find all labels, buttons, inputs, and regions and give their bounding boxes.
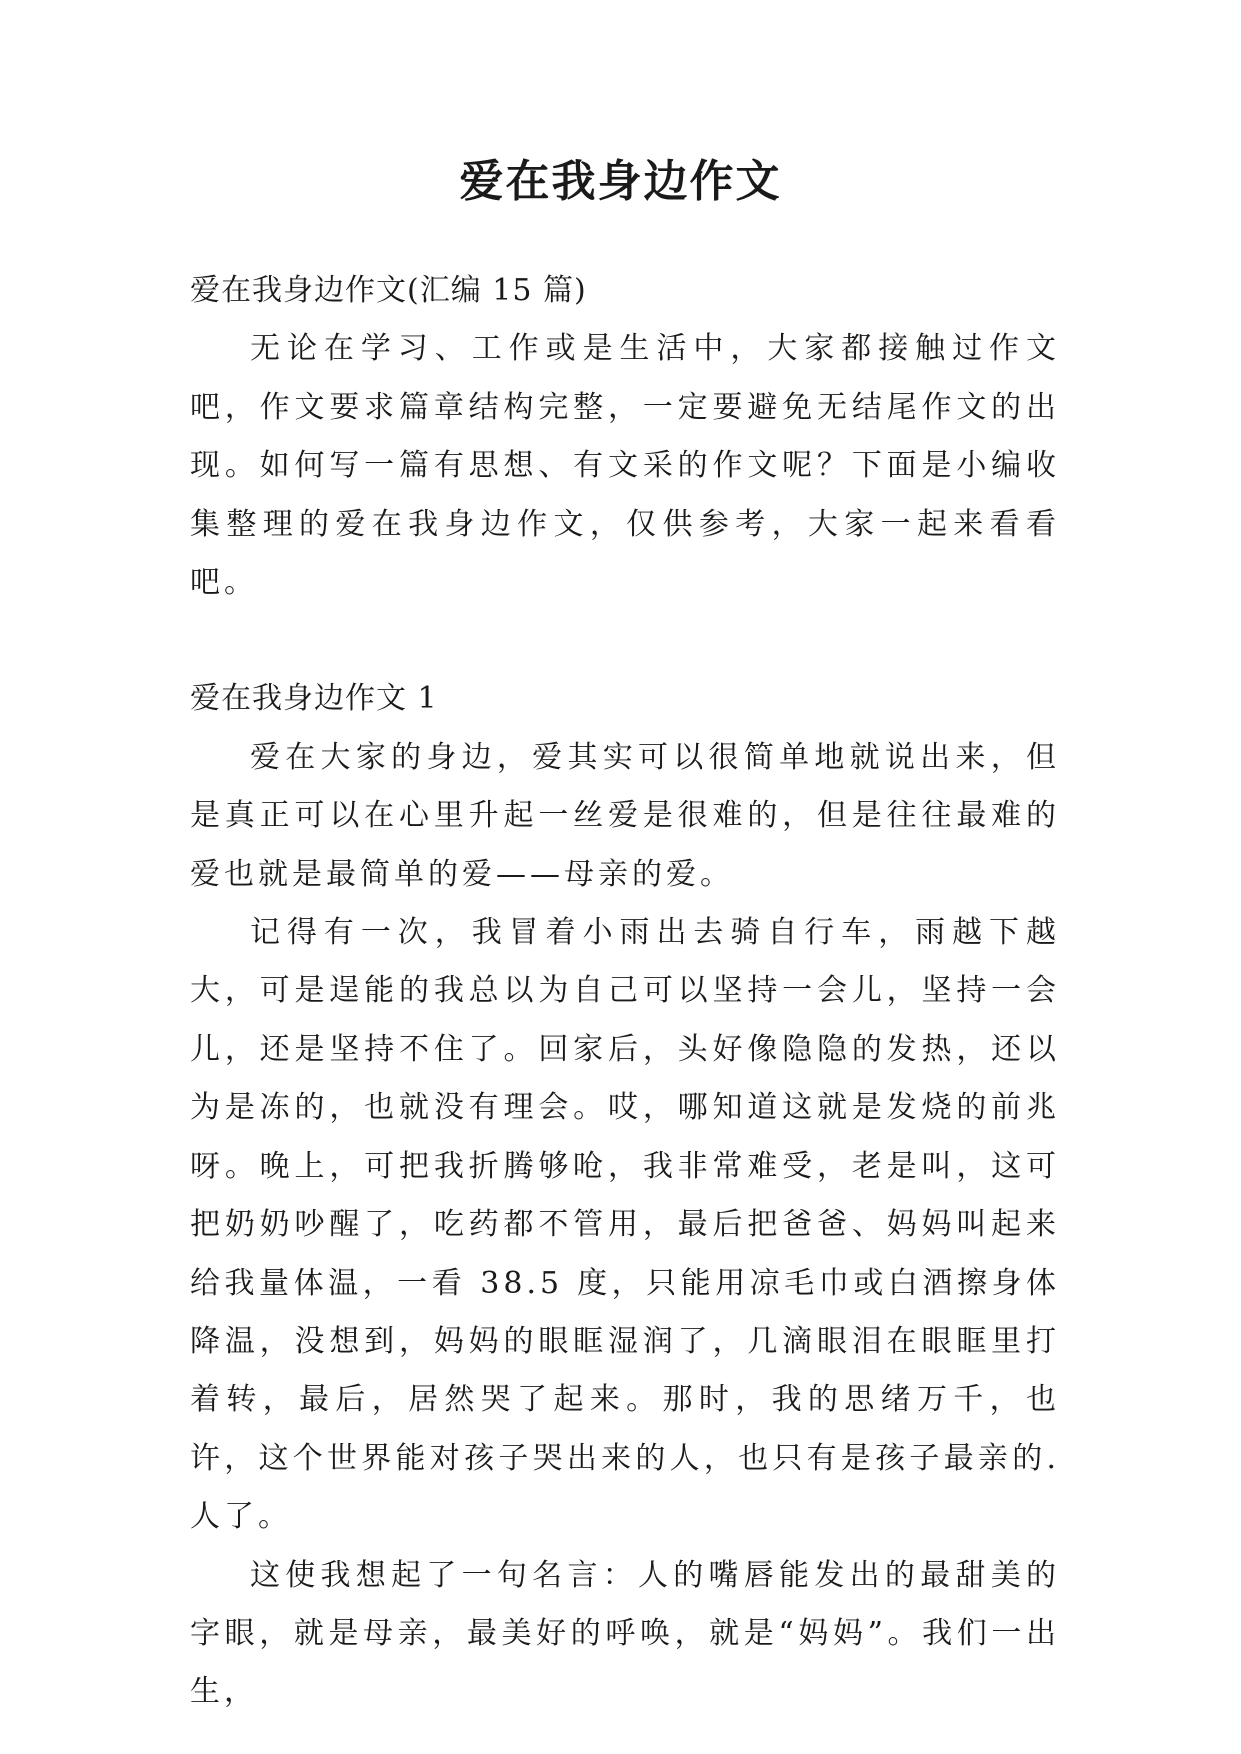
body-paragraph-2: 记得有一次，我冒着小雨出去骑自行车，雨越下越大，可是逞能的我总以为自己可以坚持一会儿，坚持一会儿，还是坚持不住了。回家后，头好像隐隐的发热，还以为是冻的，也就没有理会。哎，哪知道这就是发烧的前兆呀。晚上，可把我折腾够呛，我非常难受，老是叫，这可把奶奶吵醒了，吃药都不管用，最后把爸爸、妈妈叫起来给我量体温，一看 38.5 度，只能用凉毛巾或白酒擦身体降温，没想到，妈妈的眼眶湿润了，几滴眼泪在眼眶里打着转，最后，居然哭了起来。那时，我的思绪万千，也许，这个世界能对孩子哭出来的人，也只有是孩子最亲的.人了。: [190, 915, 1060, 1535]
intro-paragraph: 无论在学习、工作或是生活中，大家都接触过作文吧，作文要求篇章结构完整，一定要避免无结尾作文的出现。如何写一篇有思想、有文采的作文呢？下面是小编收集整理的爱在我身边作文，仅供参考，大家一起来看看吧。: [190, 331, 1060, 601]
section-heading: 爱在我身边作文 1: [190, 681, 438, 717]
document-body: [190, 262, 1060, 1722]
body-paragraph-3: 这使我想起了一句名言：人的嘴唇能发出的最甜美的字眼，就是母亲，最美好的呼唤，就是“妈妈”。我们一出生，: [190, 1557, 1060, 1710]
body-paragraph-1: 爱在大家的身边，爱其实可以很简单地就说出来，但是真正可以在心里升起一丝爱是很难的，但是往往最难的爱也就是最简单的爱——母亲的爱。: [190, 739, 1060, 892]
document-title: 爱在我身边作文: [459, 156, 782, 207]
section-spacer: [190, 612, 1060, 670]
document-subtitle: 爱在我身边作文(汇编 15 篇): [190, 273, 587, 308]
